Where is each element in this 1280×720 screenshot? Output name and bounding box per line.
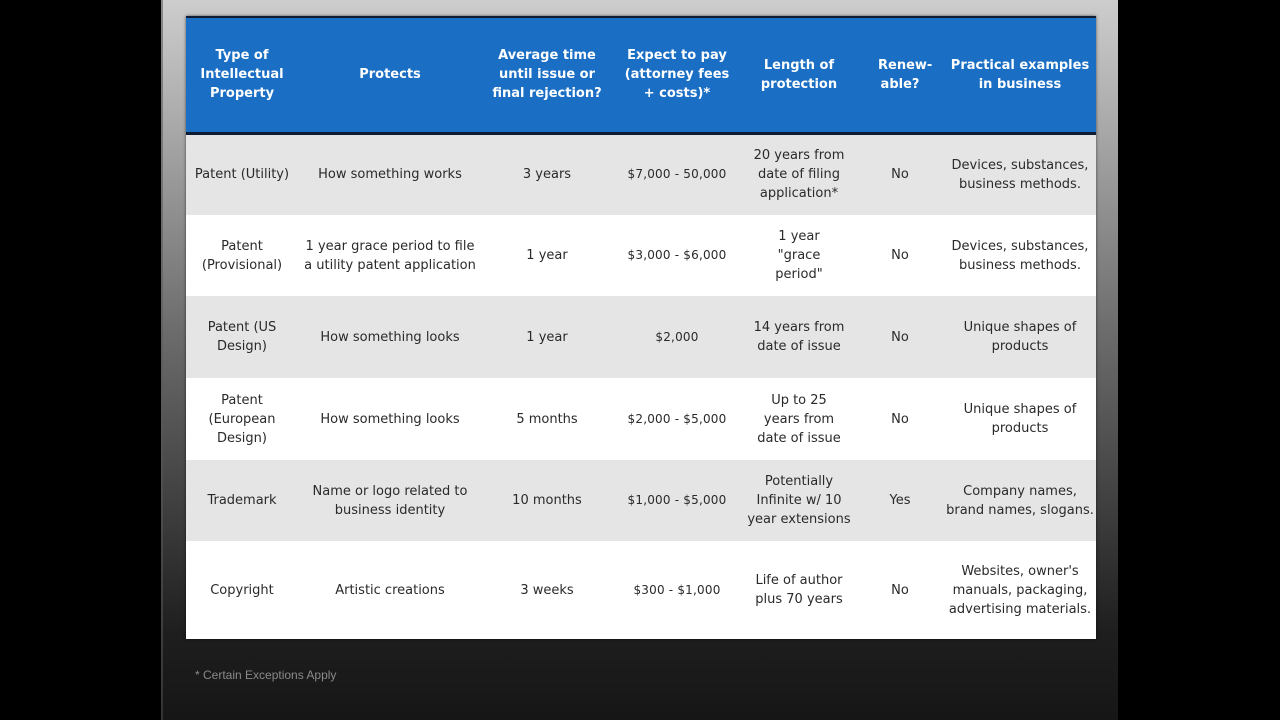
table-header-row	[186, 17, 1096, 133]
cell-cost: $300 - $1,000	[612, 541, 742, 639]
cell-examples: Company names, brand names, slogans.	[944, 460, 1096, 541]
table-row	[186, 460, 1096, 541]
cell-cost: $1,000 - $5,000	[612, 460, 742, 541]
table	[186, 16, 1096, 639]
cell-examples: Unique shapes of products	[944, 378, 1096, 460]
cell-cost: $2,000	[612, 296, 742, 378]
cell-avg-time: 5 months	[482, 378, 612, 460]
footnote: * Certain Exceptions Apply	[195, 668, 337, 682]
cell-length: 1 year "grace period"	[742, 215, 856, 296]
cell-avg-time: 10 months	[482, 460, 612, 541]
cell-type: Trademark	[186, 460, 298, 541]
cell-length: 20 years from date of filing application*	[742, 133, 856, 215]
cell-examples: Unique shapes of products	[944, 296, 1096, 378]
cell-type: Patent (European Design)	[186, 378, 298, 460]
cell-renewable: No	[856, 541, 944, 639]
cell-length: Up to 25 years from date of issue	[742, 378, 856, 460]
cell-protects: Artistic creations	[298, 541, 482, 639]
cell-protects: How something looks	[298, 296, 482, 378]
cell-protects: Name or logo related to business identity	[298, 460, 482, 541]
cell-avg-time: 3 years	[482, 133, 612, 215]
header-avg-time: Average time until issue or final rejection?	[482, 17, 612, 133]
cell-avg-time: 1 year	[482, 215, 612, 296]
header-examples: Practical examples in business	[944, 17, 1096, 133]
table-row	[186, 133, 1096, 215]
cell-examples: Devices, substances, business methods.	[944, 215, 1096, 296]
ip-comparison-table	[186, 16, 1096, 639]
header-protects: Protects	[298, 17, 482, 133]
cell-type: Patent (US Design)	[186, 296, 298, 378]
header-renewable: Renew-able?	[856, 17, 944, 133]
cell-protects: How something looks	[298, 378, 482, 460]
cell-avg-time: 3 weeks	[482, 541, 612, 639]
cell-cost: $7,000 - 50,000	[612, 133, 742, 215]
header-cost: Expect to pay (attorney fees + costs)*	[612, 17, 742, 133]
cell-length: 14 years from date of issue	[742, 296, 856, 378]
cell-avg-time: 1 year	[482, 296, 612, 378]
cell-renewable: No	[856, 378, 944, 460]
header-type: Type of Intellectual Property	[186, 17, 298, 133]
cell-renewable: No	[856, 133, 944, 215]
cell-type: Copyright	[186, 541, 298, 639]
cell-type: Patent (Utility)	[186, 133, 298, 215]
table-row	[186, 541, 1096, 639]
cell-cost: $3,000 - $6,000	[612, 215, 742, 296]
table-row	[186, 378, 1096, 460]
table-row	[186, 215, 1096, 296]
cell-renewable: No	[856, 296, 944, 378]
cell-length: Life of author plus 70 years	[742, 541, 856, 639]
cell-protects: 1 year grace period to file a utility patent application	[298, 215, 482, 296]
cell-renewable: Yes	[856, 460, 944, 541]
cell-renewable: No	[856, 215, 944, 296]
cell-examples: Websites, owner's manuals, packaging, advertising materials.	[944, 541, 1096, 639]
cell-examples: Devices, substances, business methods.	[944, 133, 1096, 215]
cell-length: Potentially Infinite w/ 10 year extensions	[742, 460, 856, 541]
cell-type: Patent (Provisional)	[186, 215, 298, 296]
header-length: Length of protection	[742, 17, 856, 133]
cell-cost: $2,000 - $5,000	[612, 378, 742, 460]
slide	[161, 0, 1118, 720]
cell-protects: How something works	[298, 133, 482, 215]
table-row	[186, 296, 1096, 378]
